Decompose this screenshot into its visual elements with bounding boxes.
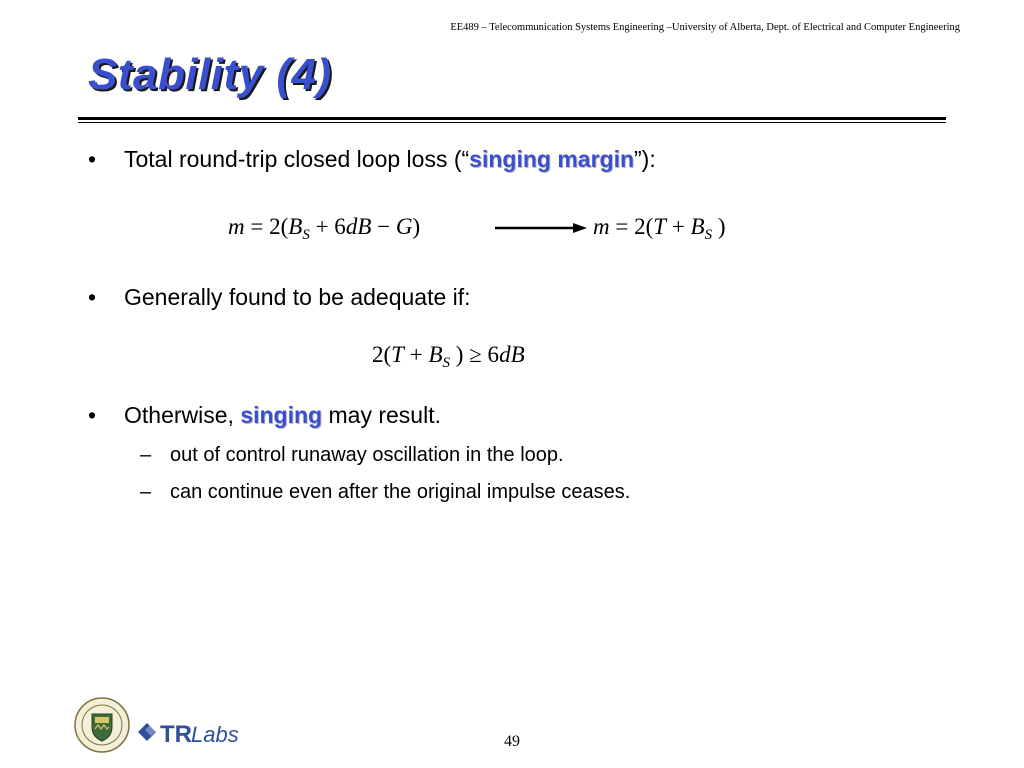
eq-var-g: G [395, 214, 413, 239]
right-arrow-icon [495, 218, 587, 236]
equation-singing-margin-full [228, 214, 420, 244]
eq-sub-s: S [704, 227, 713, 243]
bullet-text-before: Otherwise, [124, 402, 241, 428]
eq-op: + [666, 214, 691, 239]
university-seal-logo [74, 697, 130, 753]
sub-bullet-marker: – [140, 481, 152, 503]
trlabs-logo [136, 718, 246, 748]
sub-bullet-text: can continue even after the original impulse ceases. [170, 481, 631, 503]
equation-singing-margin-short [593, 214, 726, 244]
equation-adequacy-condition [372, 342, 525, 372]
title-rule-thin [78, 122, 946, 123]
eq-var-m: m [228, 214, 245, 239]
eq-var-m: m [593, 214, 610, 239]
eq-op: + [403, 342, 429, 367]
bullet-text: Generally found to be adequate if: [124, 284, 471, 310]
highlight-singing-margin: singing margin [469, 146, 635, 172]
bullet-marker: • [88, 146, 97, 172]
eq-var-t: T [653, 214, 667, 239]
eq-sub-s: S [302, 227, 310, 243]
eq-op: ) ≥ 6 [450, 342, 500, 367]
eq-op: = 2( [609, 214, 654, 239]
sub-bullet-text: out of control runaway oscillation in the loop. [170, 444, 564, 466]
eq-var-b: B [690, 214, 705, 239]
sub-bullet-continue [140, 481, 630, 504]
bullet-text-after: may result. [322, 402, 441, 428]
title-rule-thick [78, 117, 946, 120]
eq-unit-db: dB [499, 342, 525, 367]
eq-op: + 6 [309, 214, 346, 239]
bullet-marker: • [88, 284, 97, 310]
bullet-singing-margin [88, 146, 656, 173]
trlabs-logo-labs: Labs [191, 722, 239, 747]
sub-bullet-runaway [140, 444, 564, 467]
eq-var-b: B [428, 342, 443, 367]
trlabs-logo-tr: TR [160, 721, 192, 748]
bullet-text-after: ”): [634, 146, 656, 172]
eq-unit-db: dB [345, 214, 372, 239]
eq-op: = 2( [244, 214, 289, 239]
slide-title: Stability (4) [88, 50, 332, 99]
course-header: EE489 – Telecommunication Systems Engineering –University of Alberta, Dept. of Electrical and Computer Engineering [450, 22, 960, 33]
eq-op: ) [712, 214, 726, 239]
eq-var-b: B [288, 214, 303, 239]
eq-op: 2( [372, 342, 392, 367]
bullet-marker: • [88, 402, 97, 428]
eq-op: − [371, 214, 396, 239]
bullet-text-before: Total round-trip closed loop loss (“ [124, 146, 470, 172]
eq-op: ) [412, 214, 421, 239]
eq-var-t: T [391, 342, 404, 367]
eq-sub-s: S [442, 355, 451, 371]
page-number: 49 [504, 733, 520, 750]
highlight-singing: singing [240, 402, 323, 428]
bullet-singing [88, 402, 441, 429]
sub-bullet-marker: – [140, 444, 152, 466]
bullet-adequate [88, 284, 471, 311]
